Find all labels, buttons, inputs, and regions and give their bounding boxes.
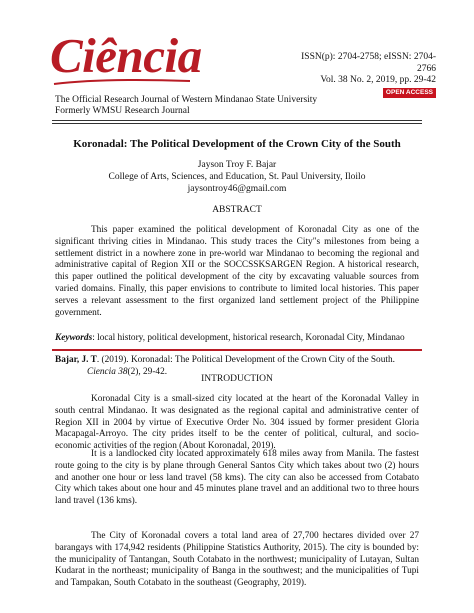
journal-logo xyxy=(50,30,200,90)
introduction-heading: INTRODUCTION xyxy=(201,374,273,384)
citation-issue: (2), 29-42. xyxy=(127,366,168,377)
paper-title: Koronadal: The Political Development of the Crown City of the South xyxy=(73,138,401,150)
open-access-badge: OPEN ACCESS xyxy=(383,88,436,98)
header-divider xyxy=(52,120,422,121)
journal-description xyxy=(55,95,317,117)
author-block xyxy=(52,159,422,195)
citation-journal: Ciencia 38 xyxy=(87,366,128,377)
journal-line-2: Formerly WMSU Research Journal xyxy=(55,106,190,116)
abstract-text: This paper examined the political development of Koronadal City as one of the significant thriving cities in Mindanao. This study traces the City"s milestones from being a settlement district in a nowhere zone in pre-world war Mindanao to becoming the regional and administrative capital of Region XII or the SOCCSSKSARGEN Region. A historical research, this paper outlined the political development of the city by excavating valuable sources from varied domains. Finally, this paper envisions to contribute to limited local histories. This paper serves a relevant assessment to the first organized land settlement project of the Philippine government. xyxy=(55,225,419,318)
keywords-line xyxy=(55,333,419,343)
intro-paragraph-1: Koronadal City is a small-sized city located at the heart of the Koronadal Valley in south central Mindanao. It was designated as the regional capital and administrative center of Region XII in 2004 by virtue of Executive Order No. 304 issued by former president Gloria Macapagal-Arroyo. The city prides itself to be the center of political, cultural, and socio-economic activities of the region (About Koronadal, 2019). xyxy=(55,394,419,452)
issn-text: ISSN(p): 2704-2758; eISSN: 2704-2766 xyxy=(301,52,436,74)
citation-author: Bajar, J. T xyxy=(55,355,97,365)
header-divider-second xyxy=(52,123,422,124)
citation-text: . (2019). Koronadal: The Political Development of the Crown City of the South. xyxy=(96,355,395,365)
volume-text: Vol. 38 No. 2, 2019, pp. 29-42 xyxy=(320,75,436,85)
journal-line-1: The Official Research Journal of Western Mindanao State University xyxy=(55,95,318,105)
logo-swoosh-icon xyxy=(52,76,192,88)
author-name: Jayson Troy F. Bajar xyxy=(197,160,277,170)
issue-info xyxy=(286,52,436,98)
citation-divider xyxy=(52,349,422,351)
abstract-heading: ABSTRACT xyxy=(212,205,262,215)
logo-text: Ciência xyxy=(50,28,202,83)
keywords-label: Keywords xyxy=(55,333,93,343)
author-affiliation: College of Arts, Sciences, and Education, St. Paul University, Iloilo xyxy=(108,172,366,182)
intro-paragraph-3: The City of Koronadal covers a total land area of 27,700 hectares divided over 27 barangays with 174,942 residents (Philippine Statistics Authority, 2015). The city is bounded by: the municipality of Tantangan, South Cotabato in the northwest; municipality of Lutayan, Sultan Kudarat in the northeast; municipality of Banga in the southwest; and the municipalities of Tupi and Tampakan, South Cotabato in the southeast (Geography, 2019). xyxy=(55,531,419,589)
intro-paragraph-2: It is a landlocked city located approximately 618 miles away from Manila. The fastest route going to the city is by plane through General Santos City which takes about two (2) hours and another one hour or less land travel (58 kms). The city can also be accessed from Cotabato City which takes about one hour and 45 minutes plane travel and an additional two to three hours land travel (136 kms). xyxy=(55,449,419,507)
author-email: jaysontroy46@gmail.com xyxy=(187,184,287,194)
keywords-text: : local history, political development, historical research, Koronadal City, Mindanao xyxy=(92,333,405,343)
